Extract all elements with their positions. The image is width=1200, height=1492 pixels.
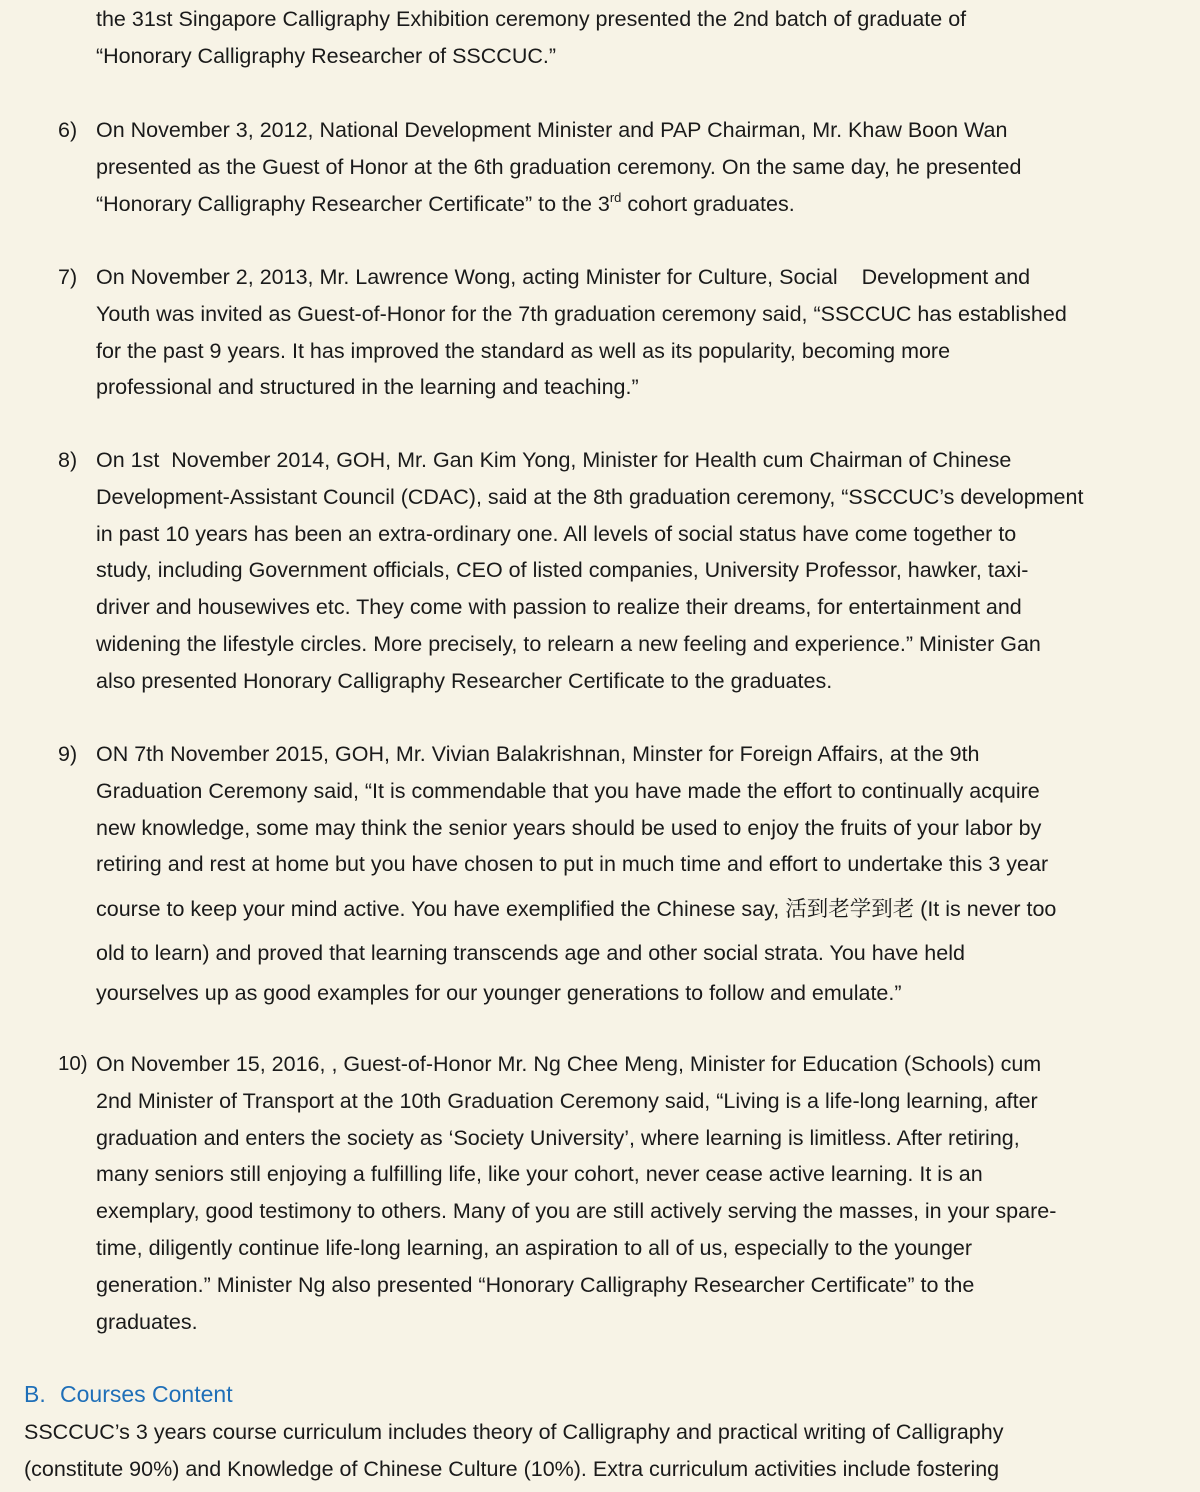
paragraph-line: graduation and enters the society as ‘Society University’, where learning is limitless. After retiring, — [96, 1125, 1020, 1150]
paragraph-line: Development-Assistant Council (CDAC), said at the 8th graduation ceremony, “SSCCUC’s development — [96, 484, 1084, 509]
paragraph-line: professional and structured in the learning and teaching.” — [96, 375, 639, 400]
paragraph-line: graduates. — [96, 1309, 198, 1334]
section-heading-courses-content — [24, 1375, 233, 1413]
paragraph-line: driver and housewives etc. They come with passion to realize their dreams, for entertainment and — [96, 595, 1022, 620]
list-item-7 — [0, 259, 1200, 406]
paragraph-line: Graduation Ceremony said, “It is commendable that you have made the effort to continually acquire — [96, 778, 1040, 803]
list-item-6 — [0, 112, 1200, 222]
paragraph-line: On November 2, 2013, Mr. Lawrence Wong, acting Minister for Culture, Social Development and — [96, 265, 1031, 289]
paragraph-line — [96, 186, 1196, 223]
list-item-8 — [0, 442, 1200, 700]
line-text: “Honorary Calligraphy Researcher Certificate” to the 3 — [96, 191, 610, 216]
list-item-number: 10) — [58, 1052, 88, 1075]
list-item-10 — [0, 1046, 1200, 1340]
list-item-number: 6) — [58, 118, 78, 142]
paragraph-line: time, diligently continue life-long learning, an aspiration to all of us, especially to the younger — [96, 1235, 973, 1260]
paragraph-line: “Honorary Calligraphy Researcher of SSCCUC.” — [96, 43, 557, 68]
paragraph-line: 2nd Minister of Transport at the 10th Graduation Ceremony said, “Living is a life-long learning, after — [96, 1088, 1038, 1113]
paragraph-line: presented as the Guest of Honor at the 6th graduation ceremony. On the same day, he presented — [96, 154, 1022, 179]
paragraph-line: On November 3, 2012, National Development Minister and PAP Chairman, Mr. Khaw Boon Wan — [96, 118, 1008, 142]
paragraph-line: generation.” Minister Ng also presented “Honorary Calligraphy Researcher Certificate” to the — [96, 1272, 975, 1297]
paragraph-line: many seniors still enjoying a fulfilling life, like your cohort, never cease active learning. It is an — [96, 1162, 983, 1187]
paragraph-line: On 1st November 2014, GOH, Mr. Gan Kim Yong, Minister for Health cum Chairman of Chinese — [96, 448, 1012, 472]
line-text: cohort graduates. — [621, 191, 795, 216]
paragraph-line: the 31st Singapore Calligraphy Exhibition ceremony presented the 2nd batch of graduate of — [96, 7, 967, 31]
list-item-number: 9) — [58, 742, 78, 766]
paragraph-line: new knowledge, some may think the senior years should be used to enjoy the fruits of your labor by — [96, 815, 1042, 840]
list-item-5-continuation — [0, 1, 1200, 75]
paragraph-line: yourselves up as good examples for our younger generations to follow and emulate.” — [96, 981, 902, 1006]
paragraph-line: (constitute 90%) and Knowledge of Chinese Culture (10%). Extra curriculum activities include fostering — [24, 1457, 1000, 1481]
paragraph-line: SSCCUC’s 3 years course curriculum includes theory of Calligraphy and practical writing of Calligraphy — [24, 1420, 1004, 1444]
paragraph-line: Youth was invited as Guest-of-Honor for the 7th graduation ceremony said, “SSCCUC has established — [96, 301, 1067, 326]
paragraph-line: retiring and rest at home but you have chosen to put in much time and effort to undertake this 3 year — [96, 852, 1049, 877]
list-item-number: 7) — [58, 265, 78, 289]
list-item-number: 8) — [58, 448, 78, 472]
paragraph-line: course to keep your mind active. You have exemplified the Chinese say, 活到老学到老 (It is never too — [96, 897, 1057, 922]
paragraph-line: ON 7th November 2015, GOH, Mr. Vivian Balakrishnan, Minster for Foreign Affairs, at the 9th — [96, 742, 980, 766]
paragraph-line: study, including Government officials, CEO of listed companies, University Professor, hawker, taxi- — [96, 558, 1029, 583]
section-body-courses-content — [24, 1414, 1003, 1488]
superscript-ordinal: rd — [609, 189, 622, 205]
paragraph-line: in past 10 years has been an extra-ordinary one. All levels of social status have come together to — [96, 521, 1017, 546]
paragraph-line: for the past 9 years. It has improved the standard as well as its popularity, becoming more — [96, 338, 951, 363]
section-letter: B. — [24, 1381, 46, 1407]
paragraph-line: old to learn) and proved that learning transcends age and other social strata. You have held — [96, 941, 965, 966]
paragraph-line: also presented Honorary Calligraphy Researcher Certificate to the graduates. — [96, 668, 833, 693]
paragraph-line: exemplary, good testimony to others. Many of you are still actively serving the masses, in your spare- — [96, 1199, 1057, 1224]
section-title: Courses Content — [60, 1381, 233, 1407]
list-item-9 — [0, 736, 1200, 1012]
paragraph-line: widening the lifestyle circles. More precisely, to relearn a new feeling and experience.” Minister Gan — [96, 631, 1041, 656]
paragraph-line: On November 15, 2016, , Guest-of-Honor Mr. Ng Chee Meng, Minister for Education (Schools) cum — [96, 1052, 1042, 1076]
